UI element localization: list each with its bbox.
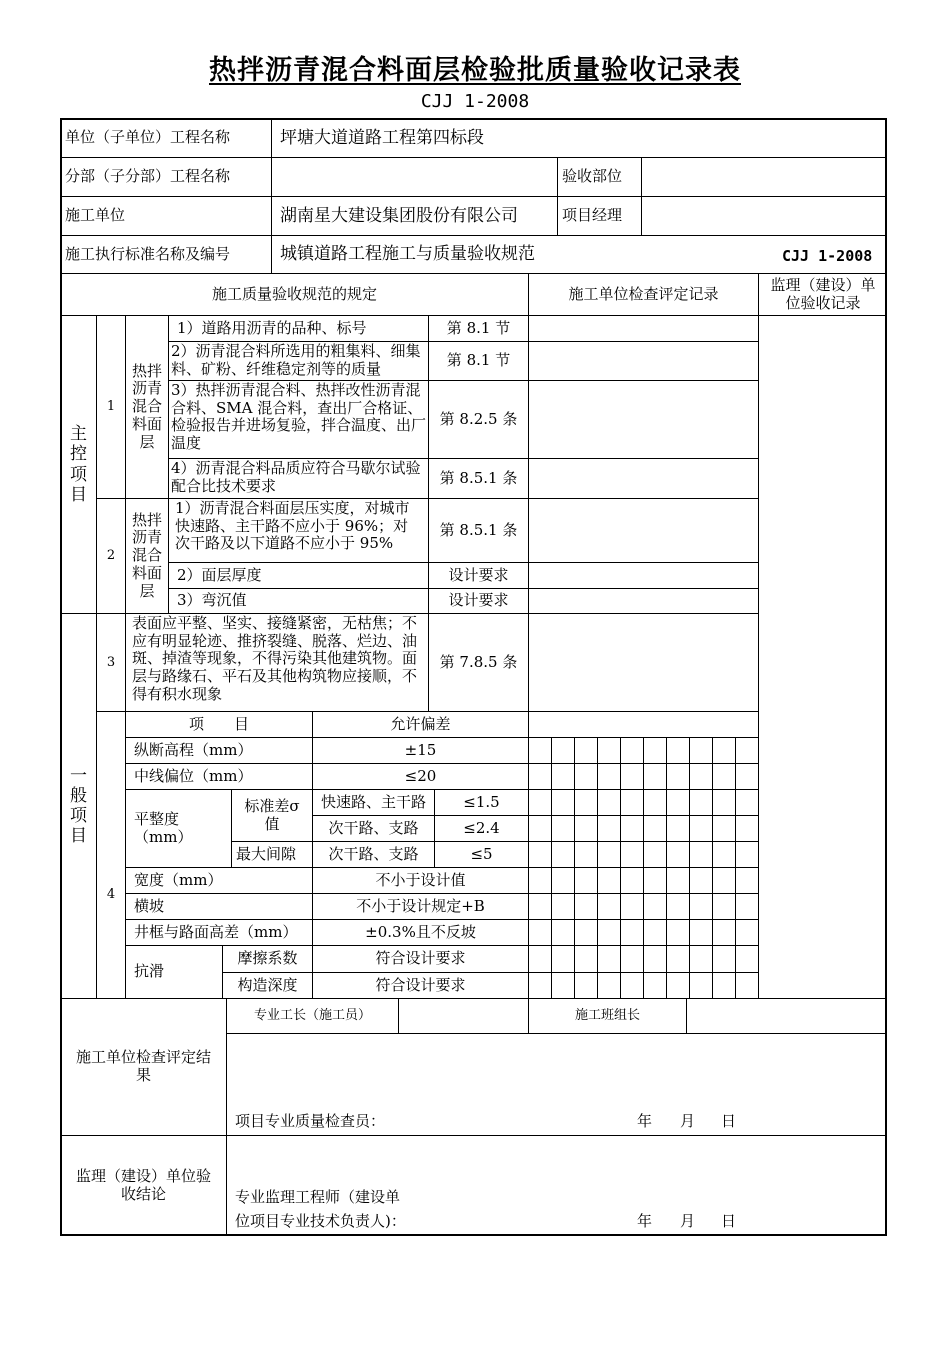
measurement-cell[interactable] (712, 867, 735, 893)
supervisor-record-cell[interactable] (758, 315, 887, 998)
measurement-cell[interactable] (666, 763, 689, 789)
measurement-cell[interactable] (528, 841, 551, 867)
group-1-label: 热拌沥青混合料面层 (125, 315, 168, 498)
record-cell[interactable] (528, 498, 758, 562)
width-label: 宽度（mm） (125, 867, 312, 893)
measurement-cell[interactable] (712, 893, 735, 919)
measurement-cell[interactable] (712, 841, 735, 867)
measurement-cell[interactable] (528, 737, 551, 763)
well-label: 井框与路面高差（mm） (125, 919, 312, 945)
g2-item-1-ref: 第 8.5.1 条 (428, 498, 528, 562)
measurement-cell[interactable] (620, 815, 643, 841)
std-label: 施工执行标准名称及编号 (60, 235, 271, 273)
measurement-cell[interactable] (551, 789, 574, 815)
measurement-cell[interactable] (620, 867, 643, 893)
contractor-label: 施工单位 (60, 196, 271, 235)
elev-value: ±15 (312, 737, 528, 763)
measurement-cell[interactable] (735, 867, 758, 893)
measurement-cell[interactable] (551, 815, 574, 841)
measurement-cell[interactable] (643, 972, 666, 998)
measurement-cell[interactable] (597, 972, 620, 998)
day-label-2: 日 (721, 1212, 737, 1230)
elev-label: 纵断高程（mm） (125, 737, 312, 763)
pm-label: 项目经理 (557, 196, 641, 235)
measurement-cell[interactable] (689, 945, 712, 972)
measurement-cell[interactable] (712, 737, 735, 763)
group-4-number: 4 (96, 711, 125, 998)
measurement-cell[interactable] (597, 737, 620, 763)
measurement-cell[interactable] (735, 972, 758, 998)
supervisor-record-header: 监理（建设）单位验收记录 (758, 273, 887, 315)
measurement-cell[interactable] (574, 841, 597, 867)
group-3-number: 3 (96, 613, 125, 711)
g1-item-2-ref: 第 8.1 节 (428, 341, 528, 380)
measurement-cell[interactable] (735, 945, 758, 972)
measurement-cell[interactable] (712, 763, 735, 789)
measurement-cell[interactable] (528, 893, 551, 919)
measurement-cell[interactable] (620, 972, 643, 998)
measurement-cell[interactable] (597, 945, 620, 972)
skid-1-value: 符合设计要求 (312, 945, 528, 972)
measurement-cell[interactable] (551, 893, 574, 919)
month-label-1: 月 (680, 1112, 696, 1130)
measurement-cell[interactable] (528, 763, 551, 789)
measurement-cell[interactable] (666, 737, 689, 763)
flat-value-2: ≤2.4 (434, 815, 528, 841)
measurement-cell[interactable] (666, 789, 689, 815)
year-label-1: 年 (637, 1112, 653, 1130)
record-cell[interactable] (528, 562, 758, 588)
group-1-number: 1 (96, 315, 125, 498)
g2-item-3-text: 3）弯沉值 (168, 588, 428, 613)
g2-item-1-text: 1）沥青混合料面层压实度，对城市快速路、主干路不应小于 96%；对次干路及以下道路不应小于 95% (168, 498, 428, 562)
measurement-cell[interactable] (666, 867, 689, 893)
well-value: ±0.3%且不反坡 (312, 919, 528, 945)
measurement-cell[interactable] (712, 815, 735, 841)
measurement-cell[interactable] (643, 841, 666, 867)
measurement-cell[interactable] (620, 893, 643, 919)
g1-item-2-text: 2）沥青混合料所选用的粗集料、细集料、矿粉、纤维稳定剂等的质量 (168, 341, 428, 380)
record-cell[interactable] (528, 711, 758, 737)
measurement-cell[interactable] (620, 737, 643, 763)
measurement-cell[interactable] (735, 789, 758, 815)
measurement-cell[interactable] (597, 815, 620, 841)
group-2-label: 热拌沥青混合料面层 (125, 498, 168, 613)
measurement-cell[interactable] (620, 789, 643, 815)
team-leader-label: 施工班组长 (528, 998, 686, 1033)
record-cell[interactable] (528, 613, 758, 711)
measurement-cell[interactable] (597, 763, 620, 789)
record-cell[interactable] (528, 588, 758, 613)
measurement-cell[interactable] (643, 763, 666, 789)
measurement-cell[interactable] (597, 841, 620, 867)
accept-part-label: 验收部位 (557, 157, 641, 196)
measurement-cell[interactable] (574, 815, 597, 841)
measurement-cell[interactable] (643, 945, 666, 972)
spec-header: 施工质量验收规范的规定 (60, 273, 528, 315)
measurement-cell[interactable] (528, 945, 551, 972)
page-title: 热拌沥青混合料面层检验批质量验收记录表 (209, 55, 741, 86)
day-label-1: 日 (721, 1112, 737, 1130)
foreman-signature[interactable] (398, 998, 528, 1033)
g3-ref: 第 7.8.5 条 (428, 613, 528, 711)
g2-item-3-ref: 设计要求 (428, 588, 528, 613)
g2-item-2-text: 2）面层厚度 (168, 562, 428, 588)
measurement-cell[interactable] (712, 972, 735, 998)
measurement-cell[interactable] (528, 815, 551, 841)
measurement-cell[interactable] (643, 789, 666, 815)
measurement-cell[interactable] (597, 893, 620, 919)
measurement-cell[interactable] (666, 815, 689, 841)
measurement-cell[interactable] (689, 972, 712, 998)
center-label: 中线偏位（mm） (125, 763, 312, 789)
flat-road-3: 次干路、支路 (312, 841, 434, 867)
measurement-cell[interactable] (689, 763, 712, 789)
measurement-cell[interactable] (528, 919, 551, 945)
measurement-cell[interactable] (574, 789, 597, 815)
measurement-cell[interactable] (689, 737, 712, 763)
year-label-2: 年 (637, 1212, 653, 1230)
flat-road-2: 次干路、支路 (312, 815, 434, 841)
slope-value: 不小于设计规定+B (312, 893, 528, 919)
measurement-cell[interactable] (620, 763, 643, 789)
subunit-value[interactable] (271, 157, 557, 196)
measurement-cell[interactable] (689, 893, 712, 919)
accept-part-value[interactable] (641, 157, 887, 196)
measurement-cell[interactable] (551, 867, 574, 893)
measurement-cell[interactable] (689, 789, 712, 815)
measurement-cell[interactable] (551, 972, 574, 998)
measurement-cell[interactable] (643, 893, 666, 919)
skid-label: 抗滑 (125, 945, 222, 998)
slope-label: 横坡 (125, 893, 312, 919)
measurement-cell[interactable] (712, 789, 735, 815)
measurement-cell[interactable] (620, 841, 643, 867)
measurement-cell[interactable] (528, 789, 551, 815)
supervisor-result-label: 监理（建设）单位验收结论 (60, 1135, 226, 1236)
measurement-cell[interactable] (551, 919, 574, 945)
measurement-cell[interactable] (666, 893, 689, 919)
measurement-cell[interactable] (689, 867, 712, 893)
measurement-cell[interactable] (735, 841, 758, 867)
engineer-label-line-1: 专业监理工程师（建设单 (235, 1188, 401, 1206)
g2-item-2-ref: 设计要求 (428, 562, 528, 588)
measurement-cell[interactable] (643, 867, 666, 893)
max-gap-label: 最大间隙 (231, 841, 312, 867)
month-label-2: 月 (680, 1212, 696, 1230)
g1-item-4-ref: 第 8.5.1 条 (428, 458, 528, 498)
measurement-cell[interactable] (551, 945, 574, 972)
measurement-cell[interactable] (689, 815, 712, 841)
measurement-cell[interactable] (666, 919, 689, 945)
contractor-record-header: 施工单位检查评定记录 (528, 273, 758, 315)
engineer-label-line-2: 位项目专业技术负责人)： (235, 1212, 406, 1230)
measurement-cell[interactable] (712, 945, 735, 972)
measurement-cell[interactable] (551, 737, 574, 763)
measurement-cell[interactable] (666, 945, 689, 972)
measurement-cell[interactable] (551, 763, 574, 789)
flat-road-1: 快速路、主干路 (312, 789, 434, 815)
g3-text: 表面应平整、坚实、接缝紧密，无枯焦；不应有明显轮迹、推挤裂缝、脱落、烂边、油斑、掉渣等现象，不得污染其他建筑物。面层与路缘石、平石及其他构筑物应接顺，不得有积水现象 (125, 613, 428, 711)
main-control-label: 主控项目 (60, 315, 96, 613)
measurement-cell[interactable] (735, 919, 758, 945)
measurement-cell[interactable] (620, 919, 643, 945)
group-2-number: 2 (96, 498, 125, 613)
g4-head-deviation: 允许偏差 (312, 711, 528, 737)
measurement-cell[interactable] (735, 737, 758, 763)
measurement-cell[interactable] (666, 972, 689, 998)
std-dev-label: 标准差σ值 (231, 789, 312, 841)
measurement-cell[interactable] (735, 815, 758, 841)
subunit-label: 分部（子分部）工程名称 (60, 157, 271, 196)
measurement-cell[interactable] (574, 945, 597, 972)
unit-value[interactable]: 坪塘大道道路工程第四标段 (271, 118, 887, 157)
measurement-cell[interactable] (712, 919, 735, 945)
inspector-label: 项目专业质量检查员： (235, 1112, 386, 1130)
standard-code: CJJ 1-2008 (420, 91, 530, 112)
record-cell[interactable] (528, 341, 758, 380)
measurement-cell[interactable] (666, 841, 689, 867)
measurement-cell[interactable] (689, 841, 712, 867)
measurement-cell[interactable] (574, 737, 597, 763)
measurement-cell[interactable] (735, 763, 758, 789)
g1-item-3-ref: 第 8.2.5 条 (428, 380, 528, 458)
flatness-label: 平整度（mm） (125, 789, 231, 867)
width-value: 不小于设计值 (312, 867, 528, 893)
flat-value-3: ≤5 (434, 841, 528, 867)
g1-item-4-text: 4）沥青混合料品质应符合马歇尔试验配合比技术要求 (168, 458, 428, 498)
std-value[interactable]: 城镇道路工程施工与质量验收规范 (271, 235, 887, 273)
std-code: CJJ 1-2008 (782, 247, 873, 265)
skid-2-label: 构造深度 (222, 972, 312, 998)
unit-label: 单位（子单位）工程名称 (60, 118, 271, 157)
measurement-cell[interactable] (574, 893, 597, 919)
record-cell[interactable] (528, 315, 758, 341)
measurement-cell[interactable] (574, 919, 597, 945)
measurement-cell[interactable] (597, 919, 620, 945)
measurement-cell[interactable] (574, 763, 597, 789)
record-cell[interactable] (528, 458, 758, 498)
measurement-cell[interactable] (597, 789, 620, 815)
measurement-cell[interactable] (643, 737, 666, 763)
measurement-cell[interactable] (620, 945, 643, 972)
g1-item-3-text: 3）热拌沥青混合料、热拌改性沥青混合料、SMA 混合料，查出厂合格证、检验报告并进场复验，拌合温度、出厂温度 (168, 380, 428, 458)
skid-2-value: 符合设计要求 (312, 972, 528, 998)
measurement-cell[interactable] (689, 919, 712, 945)
g1-item-1-text: 1）道路用沥青的品种、标号 (168, 315, 428, 341)
general-label: 一般项目 (60, 613, 96, 998)
foreman-label: 专业工长（施工员） (226, 998, 398, 1033)
measurement-cell[interactable] (643, 815, 666, 841)
team-leader-signature[interactable] (686, 998, 887, 1033)
measurement-cell[interactable] (528, 867, 551, 893)
flat-value-1: ≤1.5 (434, 789, 528, 815)
measurement-cell[interactable] (735, 893, 758, 919)
contractor-result-label: 施工单位检查评定结果 (60, 998, 226, 1135)
pm-value[interactable] (641, 196, 887, 235)
g4-head-item: 项 目 (125, 711, 312, 737)
g1-item-1-ref: 第 8.1 节 (428, 315, 528, 341)
contractor-value[interactable]: 湖南星大建设集团股份有限公司 (271, 196, 557, 235)
measurement-cell[interactable] (574, 867, 597, 893)
record-cell[interactable] (528, 380, 758, 458)
measurement-cell[interactable] (528, 972, 551, 998)
measurement-cell[interactable] (551, 841, 574, 867)
center-value: ≤20 (312, 763, 528, 789)
measurement-cell[interactable] (597, 867, 620, 893)
measurement-cell[interactable] (643, 919, 666, 945)
measurement-cell[interactable] (574, 972, 597, 998)
skid-1-label: 摩擦系数 (222, 945, 312, 972)
